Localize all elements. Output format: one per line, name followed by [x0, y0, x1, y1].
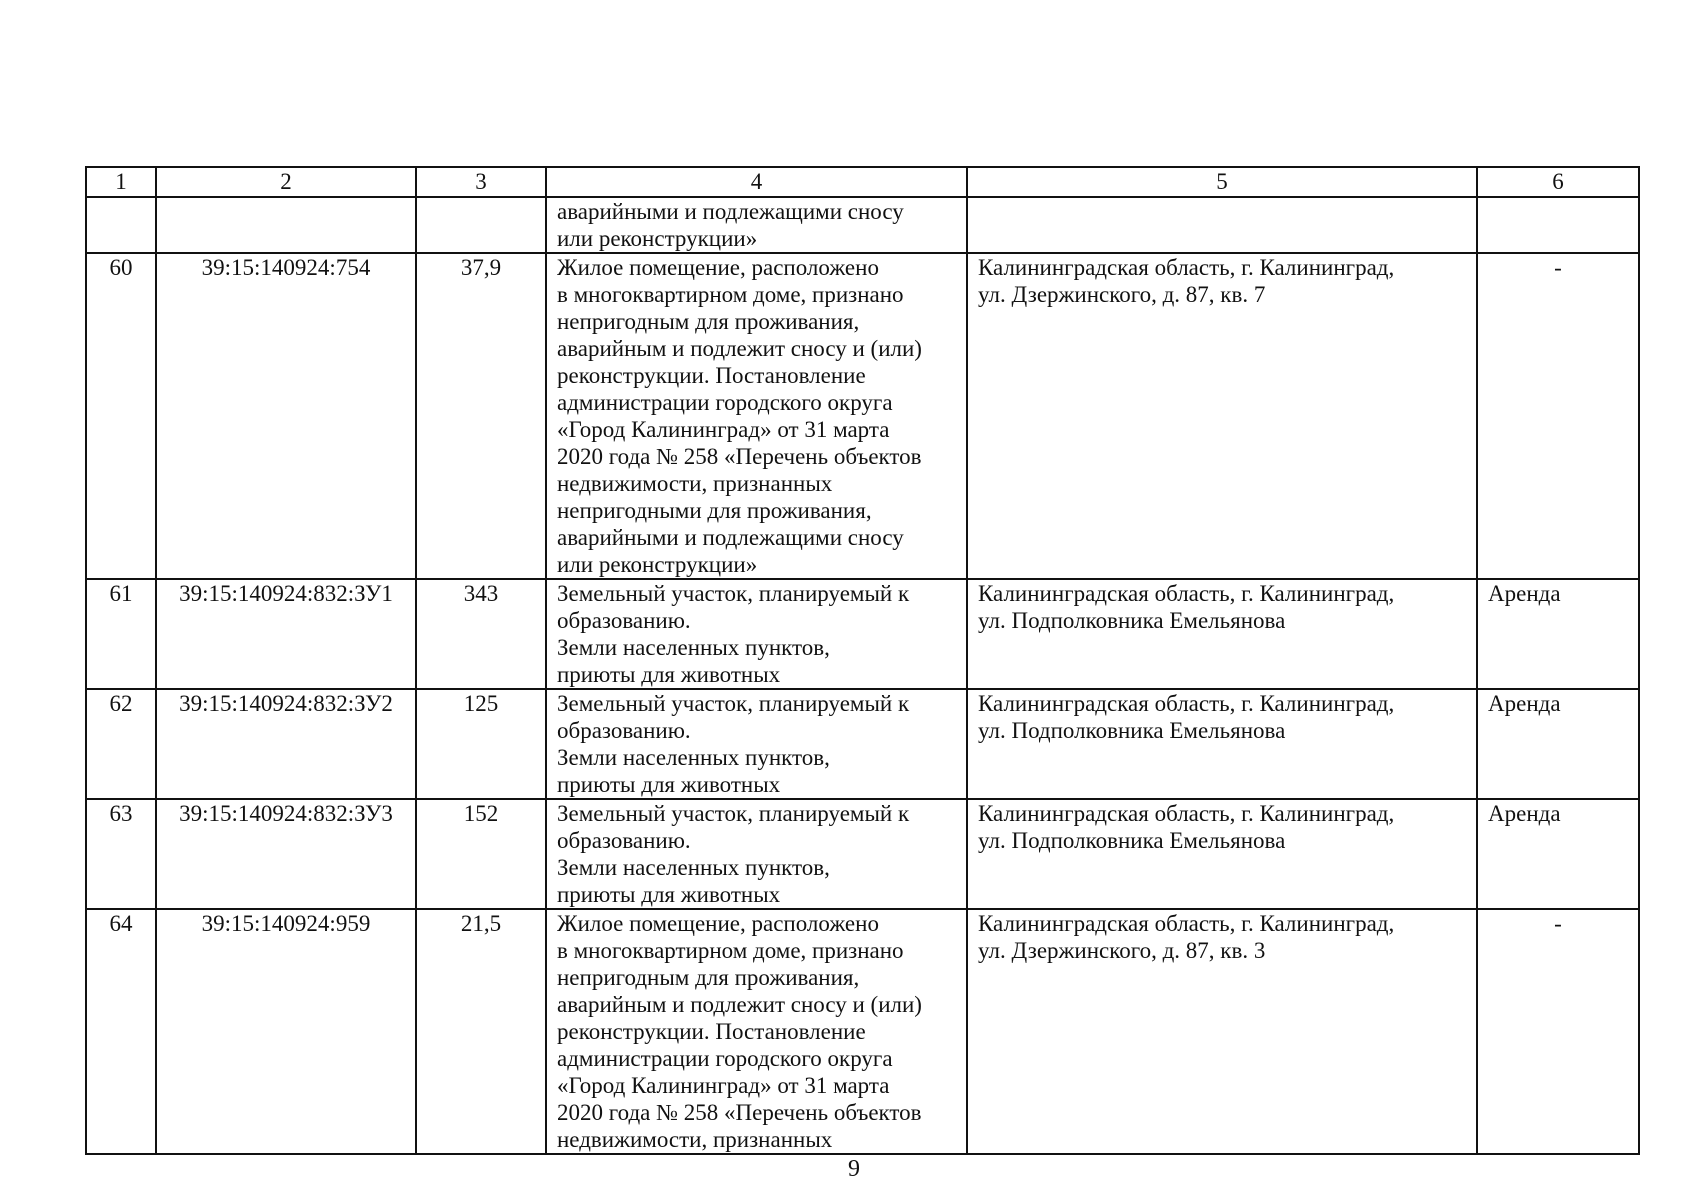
- cell-number: 61: [86, 579, 156, 689]
- cell-address: Калининградская область, г. Калининград, ул. Подполковника Емельянова: [967, 689, 1477, 799]
- cell-address: Калининградская область, г. Калининград, ул. Подполковника Емельянова: [967, 799, 1477, 909]
- cell-number: 60: [86, 253, 156, 579]
- cell-description: Земельный участок, планируемый к образованию. Земли населенных пунктов, приюты для животных: [546, 689, 967, 799]
- cell-description: Жилое помещение, расположено в многоквартирном доме, признано непригодным для проживания, аварийным и подлежит сносу и (или) реконструкции. Постановление администрации городского округа «Город Калининград» от 31 марта 2020 года № 258 «Перечень объектов недвижимости, признанных: [546, 909, 967, 1154]
- cell-address: Калининградская область, г. Калининград, ул. Подполковника Емельянова: [967, 579, 1477, 689]
- page-number: 9: [848, 1156, 860, 1182]
- cell-cadastral: 39:15:140924:754: [156, 253, 416, 579]
- table-row: [86, 799, 1639, 909]
- cell-cadastral: 39:15:140924:832:ЗУ1: [156, 579, 416, 689]
- cell-right: Аренда: [1477, 579, 1639, 689]
- cell-description: Земельный участок, планируемый к образованию. Земли населенных пунктов, приюты для животных: [546, 799, 967, 909]
- cell-cadastral: 39:15:140924:959: [156, 909, 416, 1154]
- column-header-4: 4: [546, 167, 967, 197]
- cell-description: Земельный участок, планируемый к образованию. Земли населенных пунктов, приюты для животных: [546, 579, 967, 689]
- column-header-6: 6: [1477, 167, 1639, 197]
- cell-right: -: [1477, 909, 1639, 1154]
- cell-area: 21,5: [416, 909, 546, 1154]
- cell-area: [416, 197, 546, 253]
- cell-area: 152: [416, 799, 546, 909]
- cell-number: [86, 197, 156, 253]
- cell-address: [967, 197, 1477, 253]
- table-row: [86, 253, 1639, 579]
- table-row-continuation: [86, 197, 1639, 253]
- cell-area: 37,9: [416, 253, 546, 579]
- cell-area: 343: [416, 579, 546, 689]
- table-header-row: [86, 167, 1639, 197]
- cell-right: Аренда: [1477, 689, 1639, 799]
- cell-number: 62: [86, 689, 156, 799]
- column-header-1: 1: [86, 167, 156, 197]
- table-row: [86, 909, 1639, 1154]
- cell-description: Жилое помещение, расположено в многоквартирном доме, признано непригодным для проживания, аварийным и подлежит сносу и (или) реконструкции. Постановление администрации городского округа «Город Калининград» от 31 марта 2020 года № 258 «Перечень объектов недвижимости, признанных непригодными для проживания, аварийными и подлежащими сносу или реконструкции»: [546, 253, 967, 579]
- cell-cadastral: 39:15:140924:832:ЗУ2: [156, 689, 416, 799]
- cell-description: аварийными и подлежащими сносу или реконструкции»: [546, 197, 967, 253]
- cell-number: 63: [86, 799, 156, 909]
- table-row: [86, 579, 1639, 689]
- cell-address: Калининградская область, г. Калининград, ул. Дзержинского, д. 87, кв. 7: [967, 253, 1477, 579]
- column-header-5: 5: [967, 167, 1477, 197]
- cell-cadastral: [156, 197, 416, 253]
- property-table: [85, 166, 1640, 1155]
- column-header-2: 2: [156, 167, 416, 197]
- cell-right: [1477, 197, 1639, 253]
- cell-cadastral: 39:15:140924:832:ЗУ3: [156, 799, 416, 909]
- column-header-3: 3: [416, 167, 546, 197]
- table-row: [86, 689, 1639, 799]
- cell-right: -: [1477, 253, 1639, 579]
- cell-right: Аренда: [1477, 799, 1639, 909]
- cell-number: 64: [86, 909, 156, 1154]
- cell-address: Калининградская область, г. Калининград, ул. Дзержинского, д. 87, кв. 3: [967, 909, 1477, 1154]
- cell-area: 125: [416, 689, 546, 799]
